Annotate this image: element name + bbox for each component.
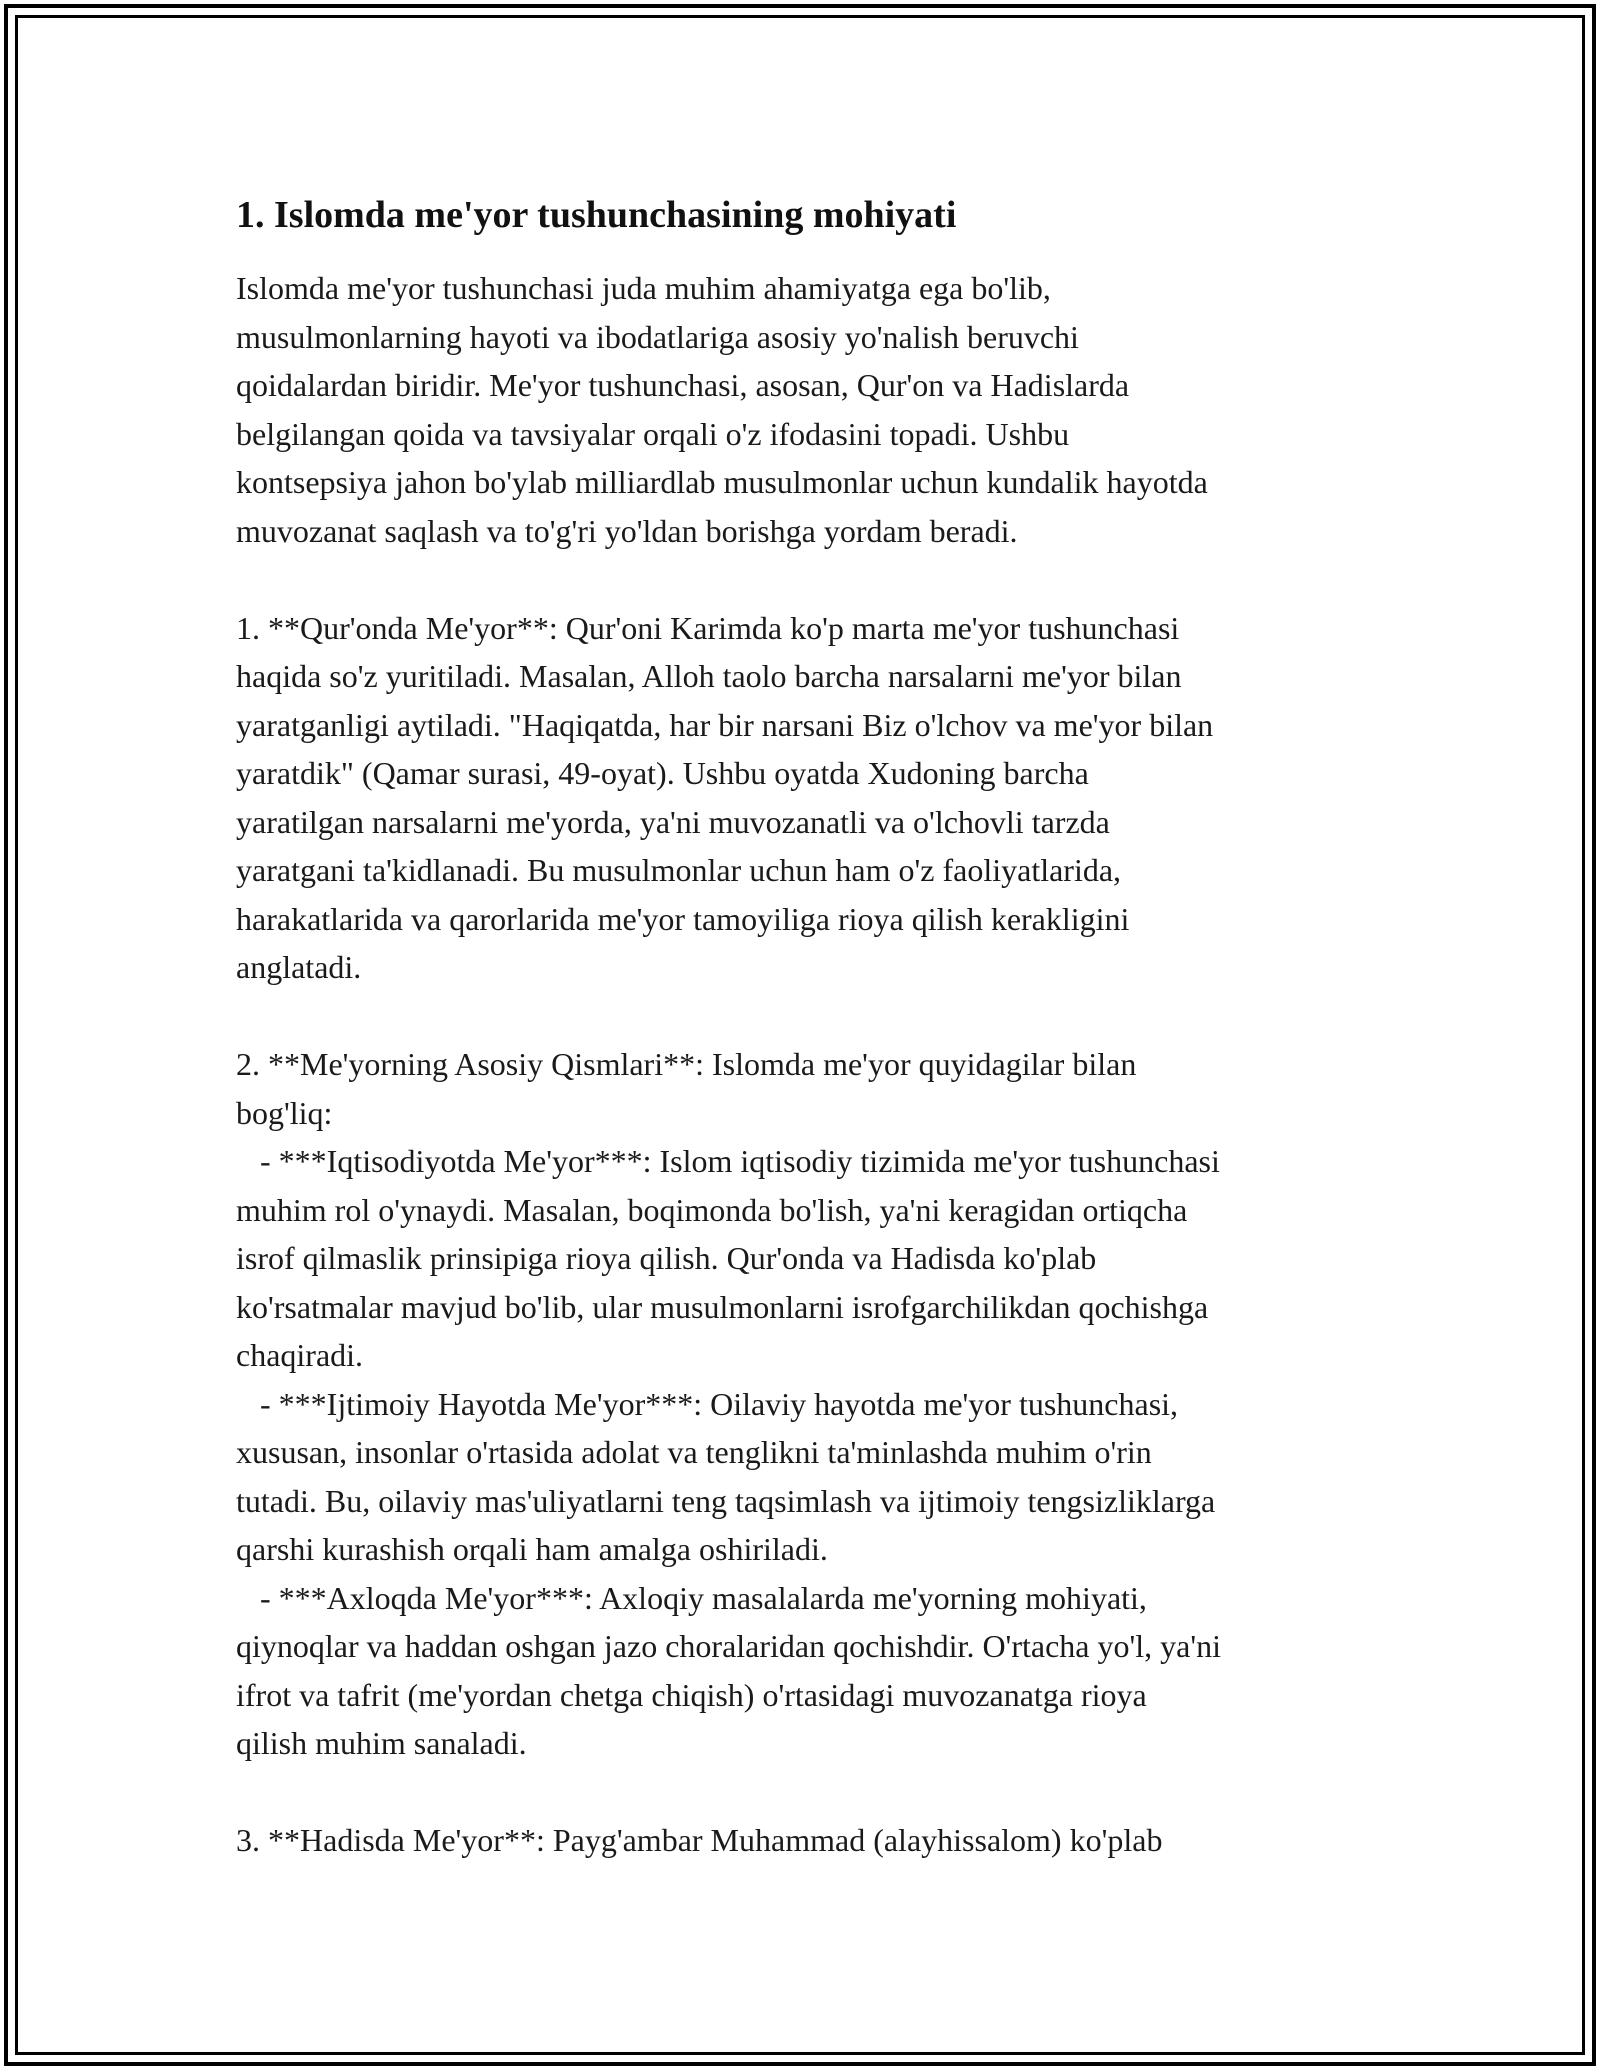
- document-body: [236, 188, 1376, 1865]
- paragraph-spacer: [236, 1768, 1376, 1817]
- intro-paragraph: Islomda me'yor tushunchasi juda muhim ahamiyatga ega bo'lib, musulmonlarning hayoti va ibodatlariga asosiy yo'nalish beruvchi qoidalardan biridir. Me'yor tushunchasi, asosan, Qur'on va Hadislarda belgilangan qoida va tavsiyalar orqali o'z ifodasini topadi. Ushbu kontsepsiya jahon bo'ylab milliardlab musulmonlar uchun kundalik hayotda muvozanat saqlash va to'g'ri yo'ldan borishga yordam beradi.: [236, 270, 1208, 549]
- section-2-item-social: - ***Ijtimoiy Hayotda Me'yor***: Oilaviy hayotda me'yor tushunchasi, xususan, insonlar o'rtasida adolat va tenglikni ta'minlashda muhim o'rin tutadi. Bu, oilaviy mas'uliyatlarni teng taqsimlash va ijtimoiy tengsizliklarga qarshi kurashish orqali ham amalga oshiriladi.: [236, 1385, 1216, 1567]
- section-2-item-economy: - ***Iqtisodiyotda Me'yor***: Islom iqtisodiy tizimida me'yor tushunchasi muhim rol o'ynaydi. Masalan, boqimonda bo'lish, ya'ni keragidan ortiqcha isrof qilmaslik prinsipiga rioya qilish. Qur'onda va Hadisda ko'plab ko'rsatmalar mavjud bo'lib, ular musulmonlarni isrofgarchilikdan qochishga chaqiradi.: [236, 1143, 1220, 1373]
- section-2-intro: 2. **Me'yorning Asosiy Qismlari**: Islomda me'yor quyidagilar bilan bog'liq:: [236, 1046, 1137, 1131]
- section-2-item-ethics: - ***Axloqda Me'yor***: Axloqiy masalalarda me'yorning mohiyati, qiynoqlar va haddan oshgan jazo choralaridan qochishdir. O'rtacha yo'l, ya'ni ifrot va tafrit (me'yordan chetga chiqish) o'rtasidagi muvozanatga rioya qilish muhim sanaladi.: [236, 1579, 1221, 1761]
- section-1-paragraph: 1. **Qur'onda Me'yor**: Qur'oni Karimda ko'p marta me'yor tushunchasi haqida so'z yuritiladi. Masalan, Alloh taolo barcha narsalarni me'yor bilan yaratganligi aytiladi. "Haqiqatda, har bir narsani Biz o'lchov va me'yor bilan yaratdik" (Qamar surasi, 49-oyat). Ushbu oyatda Xudoning barcha yaratilgan narsalarni me'yorda, ya'ni muvozanatli va o'lchovli tarzda yaratgani ta'kidlanadi. Bu musulmonlar uchun ham o'z faoliyatlarida, harakatlarida va qarorlarida me'yor tamoyiliga rioya qilish kerakligini anglatadi.: [236, 609, 1214, 985]
- paragraph-spacer: [236, 992, 1376, 1041]
- document-title: 1. Islomda me'yor tushunchasining mohiyati: [236, 194, 957, 236]
- paragraph-spacer: [236, 555, 1376, 604]
- section-3-paragraph: 3. **Hadisda Me'yor**: Payg'ambar Muhammad (alayhissalom) ko'plab: [236, 1822, 1163, 1858]
